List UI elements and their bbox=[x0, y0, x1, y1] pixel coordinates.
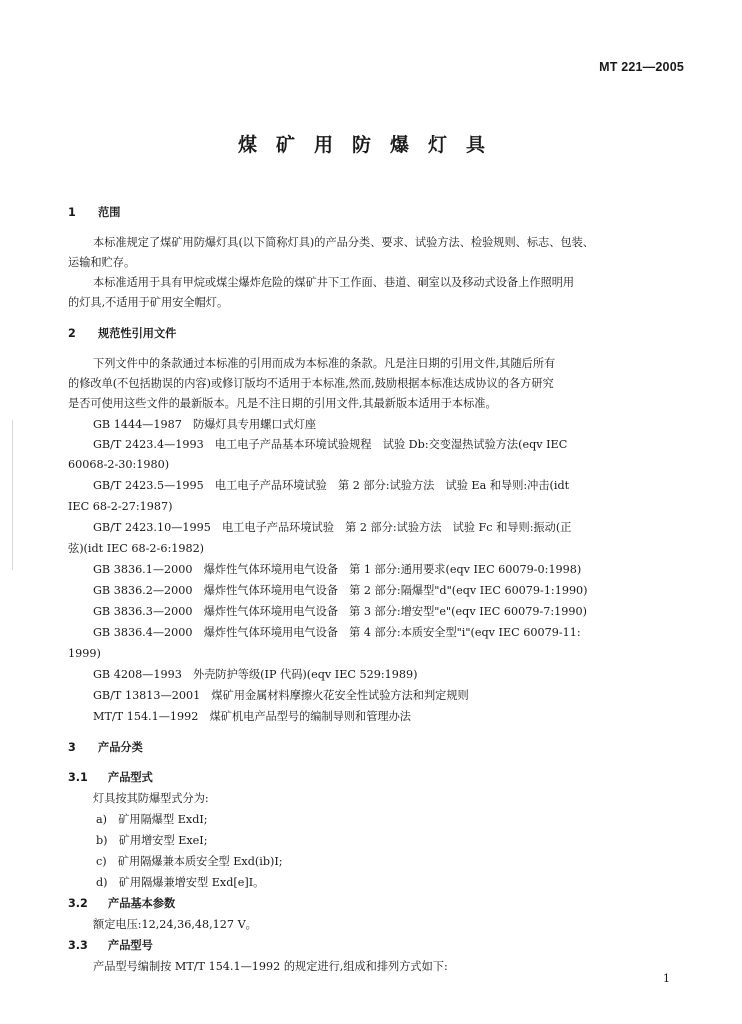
paragraph-line: 的灯具,不适用于矿用安全帽灯。 bbox=[68, 296, 229, 309]
list-item: a) 矿用隔爆型 ExdI; bbox=[96, 813, 208, 826]
reference-line: GB 3836.2—2000 爆炸性气体环境用电气设备 第 2 部分:隔爆型"d"(eqv IEC 60079-1:1990) bbox=[93, 584, 588, 597]
section-2-heading bbox=[68, 327, 176, 341]
reference-line: GB 3836.3—2000 爆炸性气体环境用电气设备 第 3 部分:增安型"e"(eqv IEC 60079-7:1990) bbox=[93, 605, 587, 618]
document-title: 煤矿用防爆灯具 bbox=[237, 134, 504, 156]
subsection-title: 产品型号 bbox=[108, 939, 153, 952]
section-1-heading bbox=[68, 206, 120, 220]
subsection-title: 产品基本参数 bbox=[108, 897, 176, 910]
section-title: 产品分类 bbox=[98, 741, 143, 754]
reference-line: 60068-2-30:1980) bbox=[68, 458, 170, 471]
reference-line: GB/T 2423.4—1993 电工电子产品基本环境试验规程 试验 Db:交变湿热试验方法(eqv IEC bbox=[93, 438, 568, 451]
paragraph-line: 灯具按其防爆型式分为: bbox=[93, 792, 209, 805]
list-item: b) 矿用增安型 ExeI; bbox=[96, 834, 208, 847]
reference-line: GB 4208—1993 外壳防护等级(IP 代码)(eqv IEC 529:1989) bbox=[93, 668, 418, 681]
subsection-number: 3.2 bbox=[68, 897, 88, 910]
paragraph-line: 运输和贮存。 bbox=[68, 256, 136, 269]
reference-line: GB/T 13813—2001 煤矿用金属材料摩擦火花安全性试验方法和判定规则 bbox=[93, 689, 469, 702]
subsection-3-2-heading bbox=[68, 897, 175, 911]
reference-line: GB 3836.4—2000 爆炸性气体环境用电气设备 第 4 部分:本质安全型"i"(eqv IEC 60079-11: bbox=[93, 626, 581, 639]
reference-line: GB 1444—1987 防爆灯具专用螺口式灯座 bbox=[93, 418, 317, 431]
section-title: 规范性引用文件 bbox=[98, 327, 177, 340]
reference-line: IEC 68-2-27:1987) bbox=[68, 500, 173, 513]
reference-line: 1999) bbox=[68, 647, 101, 660]
reference-line: MT/T 154.1—1992 煤矿机电产品型号的编制导则和管理办法 bbox=[93, 710, 411, 723]
subsection-title: 产品型式 bbox=[108, 771, 153, 784]
section-number: 1 bbox=[68, 206, 76, 219]
paragraph-line: 本标准适用于具有甲烷或煤尘爆炸危险的煤矿井下工作面、巷道、硐室以及移动式设备上作照明用 bbox=[93, 276, 575, 289]
subsection-number: 3.3 bbox=[68, 939, 88, 952]
paragraph-line: 下列文件中的条款通过本标准的引用而成为本标准的条款。凡是注日期的引用文件,其随后所有 bbox=[93, 357, 556, 370]
scan-edge-line bbox=[12, 420, 13, 570]
paragraph-line: 是否可使用这些文件的最新版本。凡是不注日期的引用文件,其最新版本适用于本标准。 bbox=[68, 397, 497, 410]
page-number: 1 bbox=[663, 972, 670, 985]
subsection-number: 3.1 bbox=[68, 771, 88, 784]
section-3-heading bbox=[68, 741, 143, 755]
standard-code: MT 221—2005 bbox=[599, 60, 684, 74]
reference-line: GB 3836.1—2000 爆炸性气体环境用电气设备 第 1 部分:通用要求(eqv IEC 60079-0:1998) bbox=[93, 563, 582, 576]
paragraph-line: 产品型号编制按 MT/T 154.1—1992 的规定进行,组成和排列方式如下: bbox=[93, 960, 448, 973]
reference-line: GB/T 2423.10—1995 电工电子产品环境试验 第 2 部分:试验方法 试验 Fc 和导则:振动(正 bbox=[93, 521, 572, 534]
section-number: 3 bbox=[68, 741, 76, 754]
reference-line: GB/T 2423.5—1995 电工电子产品环境试验 第 2 部分:试验方法 试验 Ea 和导则:冲击(idt bbox=[93, 479, 570, 492]
subsection-3-3-heading bbox=[68, 939, 153, 953]
list-item: d) 矿用隔爆兼增安型 Exd[e]I。 bbox=[96, 876, 265, 889]
paragraph-line: 本标准规定了煤矿用防爆灯具(以下简称灯具)的产品分类、要求、试验方法、检验规则、标志、包装、 bbox=[93, 236, 594, 249]
paragraph-line: 的修改单(不包括勘误的内容)或修订版均不适用于本标准,然而,鼓励根据本标准达成协议的各方研究 bbox=[68, 377, 554, 390]
list-item: c) 矿用隔爆兼本质安全型 Exd(ib)I; bbox=[96, 855, 283, 868]
reference-line: 弦)(idt IEC 68-2-6:1982) bbox=[68, 542, 205, 555]
section-number: 2 bbox=[68, 327, 76, 340]
paragraph-line: 额定电压:12,24,36,48,127 V。 bbox=[93, 918, 257, 931]
section-title: 范围 bbox=[98, 206, 121, 219]
subsection-3-1-heading bbox=[68, 771, 153, 785]
